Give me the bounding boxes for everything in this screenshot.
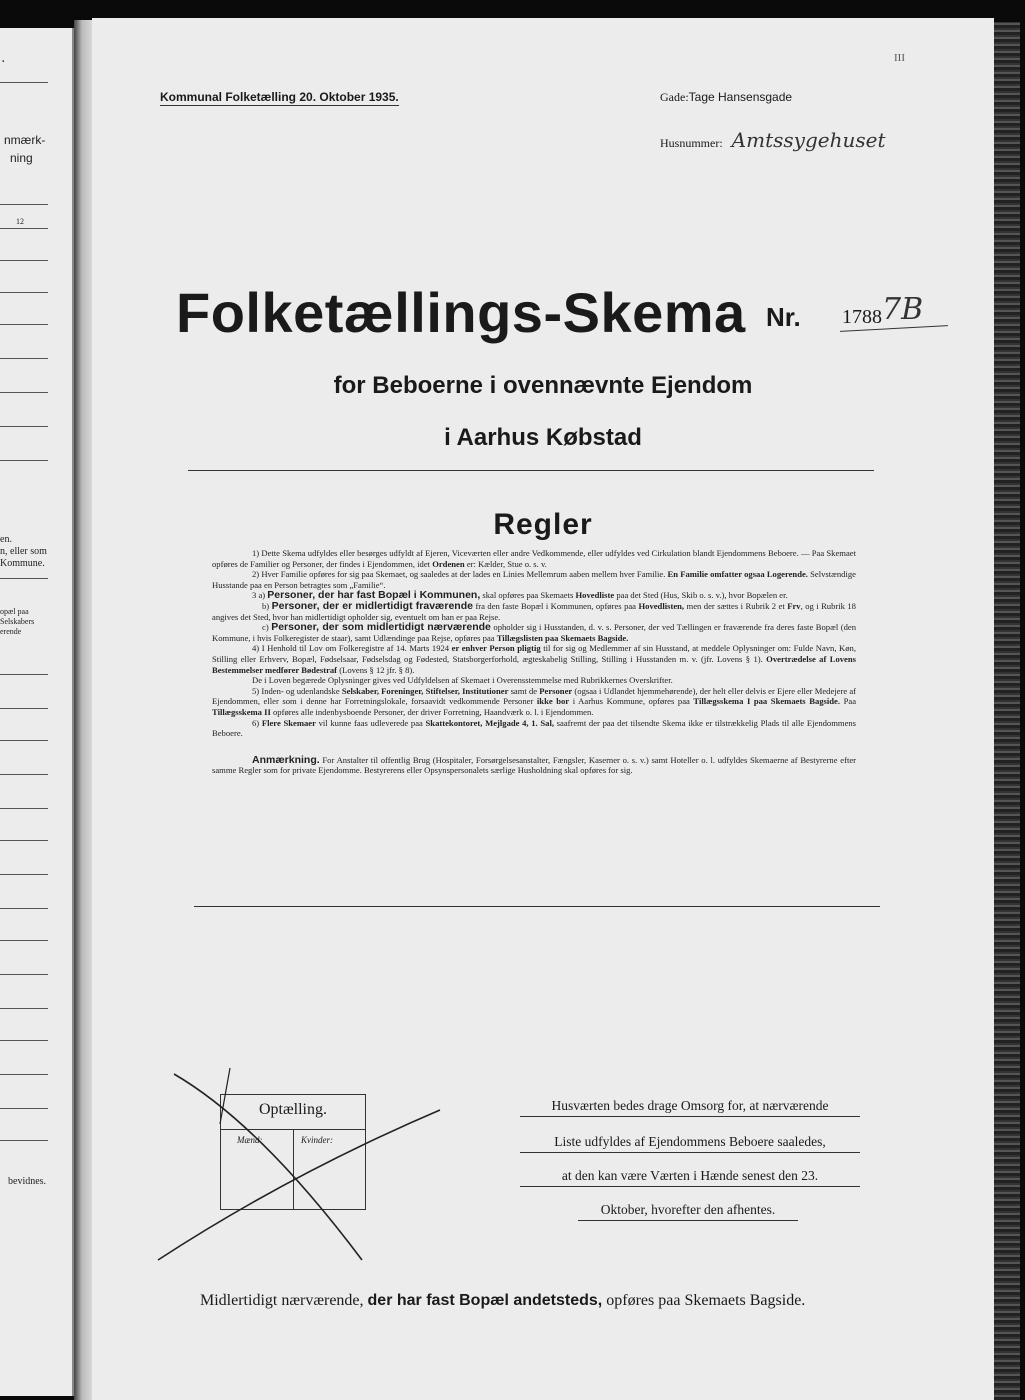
notice-line-3: at den kan være Værten i Hænde senest den 23. (520, 1168, 860, 1187)
divider (0, 774, 48, 775)
street-value: Tage Hansensgade (688, 90, 793, 104)
left-fragment: nmærk- (4, 133, 46, 147)
left-fragment: erende (0, 627, 22, 636)
divider (188, 470, 874, 471)
divider (0, 260, 48, 261)
divider (0, 874, 48, 875)
divider (0, 1074, 48, 1075)
page-edge-stack (994, 22, 1020, 1400)
divider (0, 426, 48, 427)
footer-note: Midlertidigt nærværende, der har fast Bopæl andetsteds, opføres paa Skemaets Bagside. (200, 1292, 806, 1309)
left-fragment: bevidnes. (8, 1176, 47, 1187)
form-title: Folketællings-Skema (176, 281, 746, 344)
divider (0, 292, 48, 293)
divider (0, 840, 48, 841)
left-facing-page (0, 28, 74, 1396)
note-heading: Anmærkning. (252, 753, 320, 766)
notice-line-2: Liste udfyldes af Ejendommens Beboere saaledes, (520, 1134, 860, 1153)
left-fragment: Selskabers (0, 617, 35, 626)
men-label: Mænd: (237, 1135, 263, 1145)
divider (0, 204, 48, 205)
nr-label: Nr. (766, 302, 801, 332)
corner-mark: III (894, 52, 905, 64)
divider (0, 708, 48, 709)
divider (0, 1040, 48, 1041)
women-label: Kvinder: (301, 1135, 333, 1145)
count-box-title: Optælling. (258, 1101, 327, 1118)
nr-handwritten: 7B (882, 292, 924, 327)
left-fragment: Kommune. (0, 558, 45, 569)
notice-line-4: Oktober, hvorefter den afhentes. (578, 1202, 798, 1221)
divider (0, 358, 48, 359)
note-text: For Anstalter til offentlig Brug (Hospitaler, Forsørgelsesanstalter, Fængsler, Kaserner o. s. v.) samt Hoteller o. l. udfyldes Skemaerne af Bestyrerne efter samme Regler som for private Ejendomme. Bestyrerens eller Opsynspersonalets særlige Husholdning skal opføres for sig. (212, 754, 857, 776)
left-fragment: 12 (16, 217, 24, 226)
cross-out-marks (150, 1064, 450, 1264)
divider (0, 578, 48, 579)
divider (0, 82, 48, 83)
census-title: Kommunal Folketælling 20. Oktober 1935. (160, 90, 399, 104)
divider (194, 906, 880, 907)
left-fragment: n, eller som (0, 546, 47, 557)
subtitle-town: i Aarhus Købstad (444, 424, 642, 451)
divider (0, 228, 48, 229)
subtitle-residents: for Beboerne i ovennævnte Ejendom (333, 372, 753, 399)
house-field (660, 128, 885, 152)
divider (0, 908, 48, 909)
divider (0, 674, 48, 675)
left-fragment: en. (0, 534, 12, 545)
house-label: Husnummer: (660, 136, 723, 150)
divider (0, 1008, 48, 1009)
divider (0, 324, 48, 325)
rules-body: 1) Dette Skema udfyldes eller besørges udfyldt af Ejeren, Viceværten eller andre Vedkommende, eller udfyldes ved Cirkulation blandt Ejendommens Beboere. — Paa Skemaet opføres de Familier og Personer, der findes i Ejendommen, idet Ordenen er: Kælder, Stue o. s. v. 2) Hver Familie opføres for sig paa Skemaet, og saaledes at der lades en Linies Mellemrum aaben mellem hver Familie. En Familie omfatter ogsaa Logerende. Selvstændige Husstande paa en Person betragtes som „Familie“. 3 a) Personer, der har fast Bopæl i Kommunen, skal opføres paa Skemaets Hovedliste paa det Sted (Hus, Skib o. s. v.), hvor Bopælen er. b) Personer, der er midlertidigt fraværende fra den faste Bopæl i Kommunen, opføres paa Hovedlisten, men der sættes i Rubrik 2 et Frv, og i Rubrik 18 angives det Sted, hvor han midlertidigt opholder sig, eventuelt om han er paa Rejse. c) Personer, der som midlertidigt nærværende opholder sig i Husstanden, d. v. s. Personer, der ved Tællingen er fraværende fra deres faste Bopæl (den Kommune, i hvis Folkeregister de staar), samt Udlændinge paa Rejse, opføres paa Tillægslisten paa Skemaets Bagside. 4) I Henhold til Lov om Folkeregistre af 14. Marts 1924 er enhver Person pligtig til for sig og Medlemmer af sin Husstand, at meddele Oplysninger om: Fulde Navn, Køn, Stilling eller Erhverv, Bopæl, Fødselsaar, Fødselsdag og Fødested, Statsborgerforhold, ægteskabelig Stilling, Stilling i Husstanden m. v. (jfr. Lovens § 1). Overtrædelse af Lovens Bestemmelser medfører Bødestraf (Lovens § 12 jfr. § 8). De i Loven begærede Oplysninger gives ved Udfyldelsen af Skemaet i Overensstemmelse med Rubrikkernes Overskrifter. 5) Inden- og udenlandske Selskaber, Foreninger, Stiftelser, Institutioner samt de Personer (ogsaa i Udlandet hjemmehørende), der helt eller delvis er Ejere eller Medejere af Ejendommen, eller som i denne har Forretningslokale, forsaavidt vedkommende Personer ikke bor i Aarhus Kommune, opføres paa Tillægsskema I paa Skemaets Bagside. Paa Tillægsskema II opføres alle indenbysboende Personer, der driver Forretning, Haandværk o. l. i Ejendommen. 6) Flere Skemaer vil kunne faas udleverede paa Skattekontoret, Mejlgade 4, 1. Sal, saafremt der paa det tilsendte Skema ikke er tilstrækkelig Plads til alle Ejendommens Beboere. Anmærkning. For Anstalter til offentlig Brug (Hospitaler, Forsørgelsesanstalter, Fængsler, Kaserner o. s. v.) samt Hoteller o. l. udfyldes Skemaerne af Bestyrerne efter samme Regler som for private Ejendomme. Bestyrerens eller Opsynspersonalets særlige Husholdning skal opføres for sig. (212, 548, 857, 776)
house-value: Amtssygehuset (731, 128, 886, 152)
street-label: Gade: (660, 90, 689, 104)
book-gutter (74, 20, 94, 1400)
divider (0, 392, 48, 393)
divider (0, 740, 48, 741)
left-fragment: ning (10, 151, 33, 165)
nr-printed: 1788 (842, 306, 882, 328)
divider (0, 808, 48, 809)
divider (0, 460, 48, 461)
divider (0, 974, 48, 975)
left-fragment: . (2, 54, 5, 65)
notice-line-1: Husværten bedes drage Omsorg for, at nærværende (520, 1098, 860, 1117)
left-fragment: opæl paa (0, 607, 29, 616)
divider (0, 940, 48, 941)
divider (0, 1140, 48, 1141)
rules-heading: Regler (493, 508, 593, 541)
street-field (660, 90, 792, 105)
divider (0, 1108, 48, 1109)
